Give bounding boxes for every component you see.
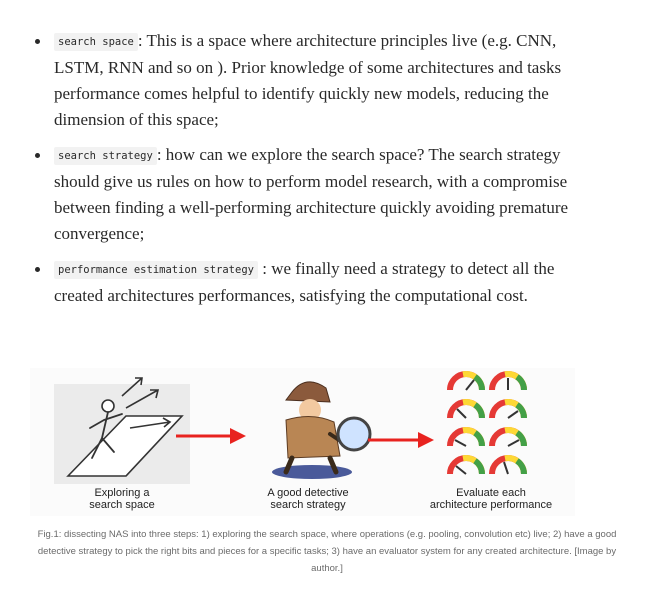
list-item-text: : we finally need a strategy to detect all the created architectures performances, satisfying the computational cost. (54, 259, 555, 305)
step3-label-line2: architecture performance (429, 499, 553, 511)
nas-figure[interactable] (30, 368, 575, 516)
step1-label-line2: search space (89, 499, 155, 511)
list-item-text: : This is a space where architecture principles live (e.g. CNN, LSTM, RNN and so on ). Prior knowledge of some architectures and tasks performance comes helpful to identify quickly new models, reducing the dimension of this space; (54, 31, 562, 129)
detective-illustration (272, 382, 370, 479)
list-item (33, 256, 593, 309)
search-space-illustration (54, 378, 190, 484)
bullet-list (33, 28, 593, 318)
gauge-icon (492, 458, 524, 474)
step2-label-line1: A good detective (267, 487, 349, 499)
inline-code: search strategy (54, 147, 157, 165)
gauge-icon (492, 430, 524, 446)
bullet-dot (35, 39, 40, 44)
step3-label-line1: Evaluate each (456, 487, 526, 499)
step1-label-line1: Exploring a (94, 487, 150, 499)
list-item-text: : how can we explore the search space? The search strategy should give us rules on how to perform model research, with a compromise between finding a well-performing architecture quickly avoiding premature convergence; (54, 145, 569, 243)
list-item (33, 142, 593, 247)
gauge-icon (450, 458, 482, 474)
list-item (33, 28, 593, 133)
gauge-icon (450, 430, 482, 446)
gauge-icon (492, 402, 524, 418)
inline-code: performance estimation strategy (54, 261, 258, 279)
bullet-dot (35, 153, 40, 158)
arrow-2 (368, 432, 434, 448)
inline-code: search space (54, 33, 138, 51)
figure-caption: Fig.1: dissecting NAS into three steps: 1) exploring the search space, where operations (e.g. pooling, convolution etc) live; 2) have a good detective strategy to pick the right bits and pieces for a specific tasks; 3) have an evaluator system for any created architecture. [Image by author.] (37, 529, 617, 574)
gauge-icon (492, 374, 524, 390)
gauge-icon (450, 402, 482, 418)
gauge-icon (450, 374, 482, 390)
figure-illustration (30, 368, 575, 516)
step2-label-line2: search strategy (270, 499, 346, 511)
bullet-dot (35, 267, 40, 272)
gauges-illustration (450, 374, 524, 474)
